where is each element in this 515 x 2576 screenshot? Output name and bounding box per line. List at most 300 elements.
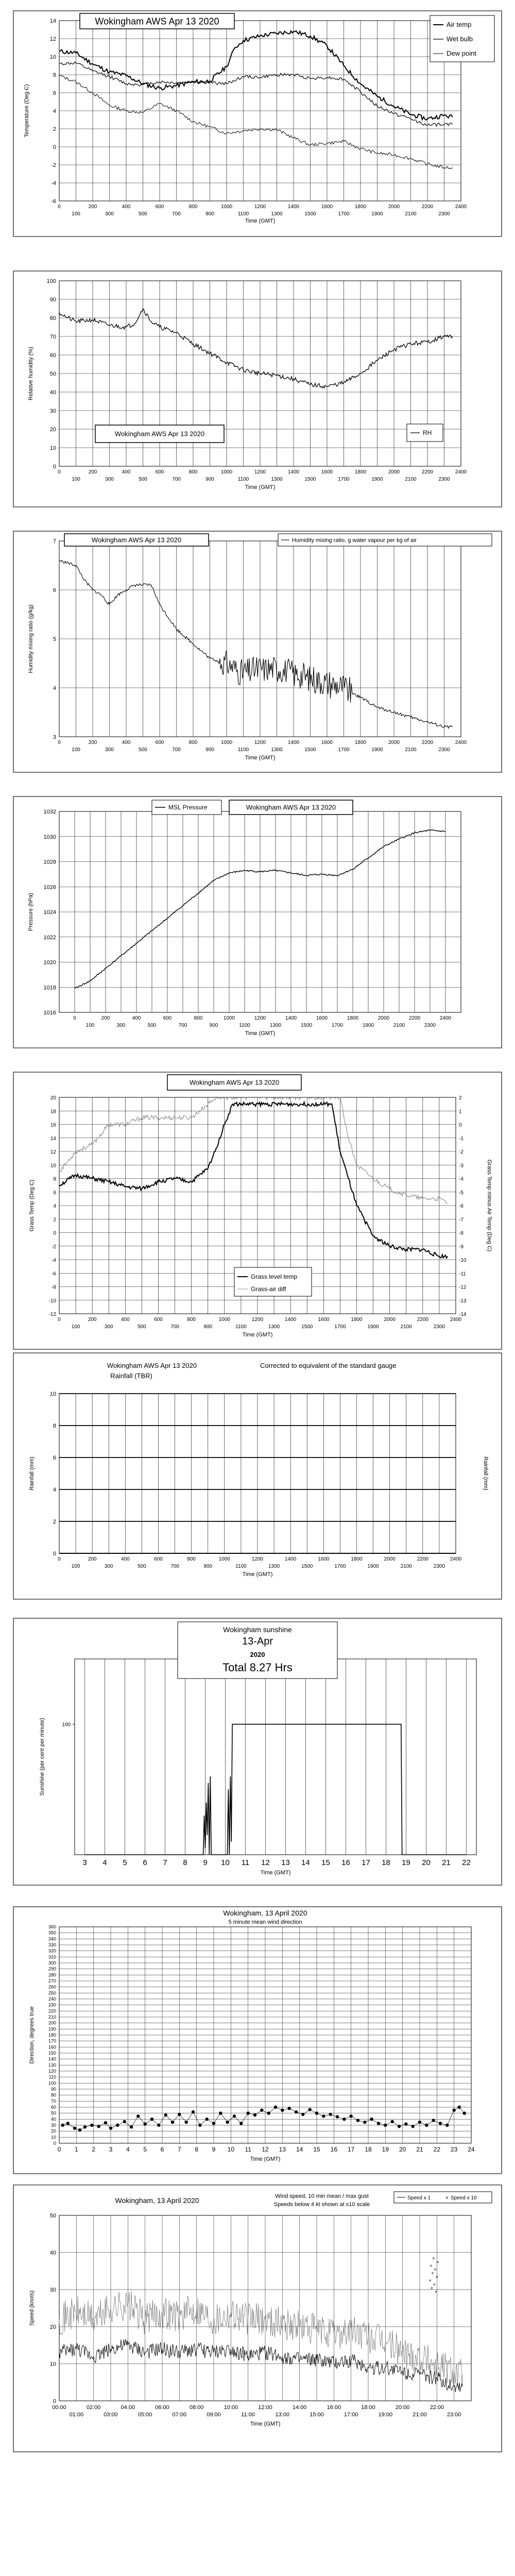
- y-tick-label: -4: [51, 180, 56, 187]
- x-tick-label: 5: [123, 1858, 127, 1867]
- y-tick-label: 30: [49, 408, 56, 414]
- y-tick-label: 16: [50, 1122, 56, 1128]
- x-tick-label: 1300: [268, 1564, 280, 1569]
- rainfall-chart-svg: [13, 1352, 502, 1600]
- x-tick-label: 1300: [271, 747, 283, 753]
- y-tick-label: 0: [53, 2141, 56, 2146]
- x-tick-label: 200: [88, 1317, 97, 1323]
- y-tick-label: 0: [53, 1551, 56, 1557]
- x-tick-label: 6: [160, 2146, 164, 2153]
- y-tick-label: 1028: [43, 859, 56, 866]
- x-tick-label: 400: [132, 1015, 141, 1021]
- windspeed-legend-label-2: Speed x 10: [451, 2195, 477, 2201]
- x-tick-label: 1000: [218, 1317, 230, 1323]
- y-tick-label: -2: [52, 1244, 56, 1250]
- wind-speed-x10-marker: ×: [430, 2285, 433, 2291]
- x-tick-label: 2100: [405, 477, 417, 482]
- y-tick-label: -6: [52, 1271, 56, 1277]
- x-tick-label: 300: [105, 211, 114, 217]
- temp-legend-label: Dew point: [447, 49, 476, 57]
- x-tick-label: 12:00: [258, 2404, 272, 2411]
- rain-y-axis-title: Rainfall (mm): [29, 1456, 35, 1490]
- sunshine-date: 13-Apr: [242, 1636, 273, 1647]
- y-tick-label: 10: [50, 1163, 56, 1169]
- grass-x-axis-title: Time (GMT): [242, 1332, 273, 1338]
- x-tick-label: 20: [399, 2146, 406, 2153]
- y-tick-label: 4: [53, 108, 56, 114]
- y-right-tick-label: -13: [459, 1298, 467, 1304]
- x-tick-label: 1600: [318, 1556, 330, 1562]
- x-tick-label: 700: [172, 477, 181, 482]
- x-tick-label: 700: [170, 1324, 179, 1330]
- x-tick-label: 800: [188, 740, 198, 745]
- x-tick-label: 500: [147, 1023, 157, 1028]
- x-tick-label: 17: [347, 2146, 355, 2153]
- y-tick-label: 1032: [43, 809, 56, 815]
- x-tick-label: 800: [188, 469, 198, 475]
- x-tick-label: 1800: [354, 204, 367, 210]
- x-tick-label: 1500: [300, 1023, 313, 1028]
- y-tick-label: 100: [62, 1722, 71, 1728]
- x-tick-label: 1300: [268, 1324, 280, 1330]
- y-tick-label: 7: [53, 538, 56, 545]
- x-tick-label: 7: [163, 1858, 167, 1867]
- y-tick-label: 10: [49, 2361, 56, 2367]
- x-tick-label: 10:00: [224, 2404, 238, 2411]
- y-tick-label: -8: [52, 1284, 56, 1291]
- y-right-tick-label: -3: [459, 1163, 464, 1169]
- y-tick-label: 130: [48, 2062, 56, 2068]
- x-tick-label: 2100: [400, 1564, 412, 1569]
- y-tick-label: 70: [49, 334, 56, 340]
- x-tick-label: 1500: [304, 747, 316, 753]
- y-tick-label: 1020: [43, 959, 56, 966]
- y-tick-label: 40: [49, 389, 56, 396]
- humidity-title: Wokingham AWS Apr 13 2020: [114, 430, 205, 438]
- y-tick-label: 80: [50, 2092, 56, 2098]
- x-tick-label: 22: [462, 1858, 471, 1867]
- x-tick-label: 07:00: [172, 2412, 187, 2418]
- y-tick-label: 140: [48, 2056, 56, 2062]
- y-tick-label: -12: [48, 1312, 56, 1317]
- sunshine-x-axis-title: Time (GMT): [260, 1870, 291, 1876]
- y-tick-label: 350: [48, 1930, 56, 1936]
- x-tick-label: 600: [163, 1015, 172, 1021]
- x-tick-label: 1200: [254, 1015, 266, 1021]
- x-tick-label: 900: [203, 1324, 213, 1330]
- y-tick-label: 0: [53, 464, 56, 470]
- x-tick-label: 2200: [421, 740, 434, 745]
- y-tick-label: 1024: [43, 909, 56, 916]
- x-tick-label: 1500: [304, 211, 316, 217]
- x-tick-label: 2000: [384, 1317, 396, 1323]
- humidity-chart: [13, 270, 502, 507]
- x-tick-label: 24: [468, 2146, 475, 2153]
- rh-legend-label: RH: [423, 429, 432, 436]
- x-tick-label: 400: [122, 204, 131, 210]
- x-tick-label: 11: [245, 2146, 251, 2153]
- x-tick-label: 100: [72, 477, 80, 482]
- x-tick-label: 1400: [287, 740, 300, 745]
- wind-speed-chart-svg: [13, 2184, 502, 2452]
- x-tick-label: 0: [58, 469, 61, 475]
- y-tick-label: 14: [49, 18, 56, 24]
- y-tick-label: 330: [48, 1942, 56, 1947]
- x-tick-label: 0: [58, 1556, 61, 1562]
- x-tick-label: 1400: [285, 1015, 297, 1021]
- x-tick-label: 1800: [351, 1317, 363, 1323]
- x-tick-label: 1400: [285, 1317, 297, 1323]
- x-tick-label: 1300: [271, 477, 283, 482]
- y-tick-label: 280: [48, 1972, 56, 1978]
- y-right-tick-label: -8: [459, 1230, 464, 1236]
- x-tick-label: 18:00: [361, 2404, 375, 2411]
- y-tick-label: 6: [53, 1455, 56, 1461]
- x-tick-label: 5: [143, 2146, 147, 2153]
- y-tick-label: -10: [48, 1298, 56, 1304]
- x-tick-label: 1200: [251, 1556, 264, 1562]
- x-tick-label: 06:00: [155, 2404, 169, 2411]
- y-tick-label: 8: [53, 1423, 56, 1429]
- temp-legend-label: Air temp: [447, 21, 472, 28]
- y-right-tick-label: -6: [459, 1204, 464, 1209]
- x-tick-label: 22: [433, 2146, 441, 2153]
- x-tick-label: 1000: [220, 469, 233, 475]
- y-tick-label: 210: [48, 2014, 56, 2020]
- y-tick-label: 220: [48, 2008, 56, 2014]
- y-tick-label: 4: [53, 1204, 56, 1209]
- winddir-subtitle: 5 minute mean wind direction: [228, 1919, 302, 1925]
- y-tick-label: 1018: [43, 985, 56, 991]
- y-tick-label: 50: [49, 2213, 56, 2219]
- pressure-title: Wokingham AWS Apr 13 2020: [246, 803, 336, 811]
- y-tick-label: 12: [50, 1149, 56, 1155]
- y-tick-label: 260: [48, 1984, 56, 1990]
- x-tick-label: 1600: [316, 1015, 328, 1021]
- x-tick-label: 100: [71, 1324, 80, 1330]
- y-right-tick-label: -7: [459, 1217, 464, 1223]
- x-tick-label: 800: [188, 204, 198, 210]
- x-tick-label: 600: [155, 740, 164, 745]
- x-tick-label: 1700: [334, 1564, 346, 1569]
- x-tick-label: 18: [365, 2146, 372, 2153]
- x-tick-label: 00:00: [52, 2404, 66, 2411]
- x-tick-label: 20:00: [395, 2404, 410, 2411]
- y-tick-label: 100: [48, 2080, 56, 2086]
- x-tick-label: 0: [58, 1317, 61, 1323]
- rain-x-axis-title: Time (GMT): [242, 1571, 273, 1578]
- windspeed-note: Wind speed, 10 min mean / max gust: [275, 2193, 369, 2199]
- humidity-chart-svg: [13, 270, 502, 507]
- y-tick-label: 2: [53, 1217, 56, 1223]
- x-tick-label: 1200: [251, 1317, 264, 1323]
- x-tick-label: 900: [205, 211, 214, 217]
- x-tick-label: 11:00: [241, 2412, 255, 2418]
- x-tick-label: 19: [382, 2146, 389, 2153]
- x-tick-label: 2100: [400, 1324, 412, 1330]
- x-tick-label: 300: [105, 747, 114, 753]
- winddir-x-axis-title: Time (GMT): [250, 2156, 281, 2162]
- x-tick-label: 900: [203, 1564, 213, 1569]
- x-tick-label: 400: [121, 1317, 130, 1323]
- y-tick-label: 10: [50, 2134, 56, 2140]
- y-tick-label: 6: [53, 587, 56, 594]
- x-tick-label: 15: [313, 2146, 320, 2153]
- y-tick-label: 150: [48, 2050, 56, 2056]
- y-tick-label: 0: [53, 2398, 56, 2404]
- x-tick-label: 0: [73, 1015, 76, 1021]
- x-tick-label: 8: [195, 2146, 199, 2153]
- y-tick-label: 100: [46, 278, 56, 284]
- x-tick-label: 2200: [421, 469, 434, 475]
- y-tick-label: -4: [52, 1258, 56, 1263]
- plot-area: [75, 1659, 476, 1855]
- y-tick-label: 6: [53, 1190, 56, 1196]
- y-tick-label: 1022: [43, 934, 56, 941]
- x-tick-label: 400: [122, 469, 131, 475]
- wind-speed-x10-marker: ×: [431, 2270, 434, 2276]
- y-tick-label: 120: [48, 2069, 56, 2074]
- x-tick-label: 13: [279, 2146, 286, 2153]
- x-tick-label: 22:00: [430, 2404, 444, 2411]
- y-right-tick-label: 2: [459, 1095, 462, 1101]
- y-tick-label: 20: [49, 2324, 56, 2330]
- x-tick-label: 2400: [450, 1317, 462, 1323]
- x-tick-label: 1500: [301, 1564, 313, 1569]
- y-tick-label: 70: [50, 2098, 56, 2104]
- y-tick-label: 160: [48, 2044, 56, 2050]
- x-tick-label: 700: [172, 211, 181, 217]
- x-tick-label: 1700: [338, 211, 350, 217]
- y-tick-label: 290: [48, 1966, 56, 1972]
- x-tick-label: 1400: [287, 204, 300, 210]
- y-tick-label: 60: [50, 2105, 56, 2110]
- x-tick-label: 200: [101, 1015, 110, 1021]
- x-tick-label: 2100: [405, 211, 417, 217]
- y-tick-label: 30: [49, 2287, 56, 2293]
- x-tick-label: 14:00: [292, 2404, 307, 2411]
- y-tick-label: 4: [53, 685, 56, 691]
- x-tick-label: 300: [104, 1564, 113, 1569]
- x-tick-label: 1600: [321, 740, 333, 745]
- y-tick-label: 2: [53, 126, 56, 132]
- x-tick-label: 1900: [371, 747, 383, 753]
- y-tick-label: 230: [48, 2002, 56, 2008]
- rainfall-title: Wokingham AWS Apr 13 2020: [107, 1362, 197, 1369]
- wind-speed-x10-marker: ×: [434, 2267, 437, 2272]
- y-tick-label: 250: [48, 1990, 56, 1996]
- wind-speed-x10-marker: ×: [433, 2281, 436, 2287]
- x-tick-label: 1700: [338, 477, 350, 482]
- x-tick-label: 600: [154, 1317, 163, 1323]
- x-tick-label: 1200: [254, 469, 266, 475]
- x-tick-label: 1000: [218, 1556, 230, 1562]
- x-tick-label: 700: [172, 747, 181, 753]
- rainfall-subtitle: Rainfall (TBR): [110, 1372, 152, 1380]
- temp-x-axis-title: Time (GMT): [245, 218, 276, 224]
- x-tick-label: 2100: [393, 1023, 405, 1028]
- x-tick-label: 500: [139, 211, 147, 217]
- winddir-title: Wokingham, 13 April 2020: [223, 1909, 307, 1917]
- y-right-tick-label: -1: [459, 1136, 464, 1142]
- x-tick-label: 2000: [377, 1015, 390, 1021]
- y-right-tick-label: -4: [459, 1176, 464, 1182]
- sunshine-title: Wokingham sunshine: [223, 1625, 292, 1634]
- y-right-tick-label: 1: [459, 1109, 462, 1115]
- x-tick-label: 100: [85, 1023, 95, 1028]
- pressure-chart-svg: [13, 796, 502, 1048]
- y-tick-label: 2: [53, 1519, 56, 1525]
- x-tick-label: 0: [58, 740, 61, 745]
- grass-temp-chart: [13, 1072, 502, 1350]
- y-tick-label: 0: [53, 1230, 56, 1236]
- x-tick-label: 16:00: [327, 2404, 341, 2411]
- x-tick-label: 2200: [417, 1317, 428, 1323]
- rainfall-chart: [13, 1352, 502, 1600]
- windspeed-title: Wokingham, 13 April 2020: [115, 2196, 199, 2205]
- x-tick-label: 800: [187, 1556, 196, 1562]
- x-tick-label: 2000: [388, 469, 400, 475]
- x-tick-label: 500: [138, 1564, 146, 1569]
- x-tick-label: 2300: [424, 1023, 436, 1028]
- y-tick-label: 50: [50, 2110, 56, 2116]
- x-tick-label: 1700: [331, 1023, 344, 1028]
- y-tick-label: 240: [48, 1996, 56, 2002]
- x-tick-label: 18: [382, 1858, 390, 1867]
- y-tick-label: 80: [49, 315, 56, 321]
- x-tick-label: 300: [105, 477, 114, 482]
- rh-y-axis-title: Relative humidity (%): [28, 347, 34, 400]
- winddir-y-axis-title: Direction, degrees true: [29, 2006, 35, 2064]
- y-tick-label: 20: [49, 427, 56, 433]
- x-tick-label: 100: [72, 211, 80, 217]
- x-tick-label: 1900: [367, 1324, 379, 1330]
- y-tick-label: 270: [48, 1978, 56, 1984]
- x-tick-label: 0: [57, 2146, 61, 2153]
- y-right-tick-label: -11: [459, 1271, 466, 1277]
- y-tick-label: 20: [50, 1095, 56, 1101]
- y-tick-label: 3: [53, 734, 56, 740]
- x-tick-label: 1100: [239, 1023, 250, 1028]
- x-tick-label: 12: [261, 1858, 270, 1867]
- y-tick-label: 20: [50, 2128, 56, 2134]
- x-tick-label: 2400: [450, 1556, 462, 1562]
- x-tick-label: 900: [205, 477, 214, 482]
- x-tick-label: 1700: [334, 1324, 346, 1330]
- grass-legend-label-2: Grass-air diff: [251, 1285, 286, 1293]
- x-tick-label: 2300: [433, 1564, 445, 1569]
- y-right-tick-label: -10: [459, 1258, 467, 1263]
- x-tick-label: 13:00: [275, 2412, 290, 2418]
- mixing-legend-label: Humidity mixing ratio, g water vapour per kg of air: [292, 537, 417, 544]
- x-tick-label: 2300: [438, 747, 450, 753]
- x-tick-label: 200: [88, 1556, 97, 1562]
- grass-title: Wokingham AWS Apr 13 2020: [189, 1078, 280, 1087]
- y-tick-label: 40: [49, 2250, 56, 2256]
- temperature-chart-svg: [13, 10, 502, 237]
- y-tick-label: 60: [49, 352, 56, 359]
- rainfall-note: Corrected to equivalent of the standard gauge: [260, 1362, 397, 1369]
- x-tick-label: 6: [143, 1858, 147, 1867]
- sunshine-y-axis-title: Sunshine (per cent per minute): [39, 1718, 45, 1796]
- x-tick-label: 2300: [433, 1324, 445, 1330]
- y-tick-label: 180: [48, 2032, 56, 2038]
- mixing-ratio-chart: [13, 531, 502, 773]
- grass-y-axis-title: Grass Temp (Deg C): [29, 1179, 35, 1232]
- x-tick-label: 1200: [254, 204, 266, 210]
- y-tick-label: 14: [50, 1136, 56, 1142]
- y-tick-label: 8: [53, 1176, 56, 1182]
- mixing-x-axis-title: Time (GMT): [245, 755, 276, 761]
- windspeed-legend-marker-2: ×: [445, 2195, 449, 2201]
- x-tick-label: 1500: [301, 1324, 313, 1330]
- x-tick-label: 21: [416, 2146, 423, 2153]
- y-tick-label: 5: [53, 636, 56, 642]
- x-tick-label: 900: [205, 747, 214, 753]
- y-tick-label: 40: [50, 2116, 56, 2122]
- x-tick-label: 1100: [237, 211, 249, 217]
- y-tick-label: 6: [53, 90, 56, 96]
- y-tick-label: 90: [49, 297, 56, 303]
- x-tick-label: 12: [262, 2146, 269, 2153]
- x-tick-label: 1000: [220, 740, 233, 745]
- x-tick-label: 2400: [455, 740, 467, 745]
- x-tick-label: 17: [362, 1858, 370, 1867]
- y-tick-label: 30: [50, 2123, 56, 2128]
- x-tick-label: 2400: [455, 469, 467, 475]
- x-tick-label: 17:00: [344, 2412, 358, 2418]
- x-tick-label: 400: [121, 1556, 130, 1562]
- x-tick-label: 1800: [347, 1015, 359, 1021]
- x-tick-label: 04:00: [121, 2404, 135, 2411]
- x-tick-label: 800: [187, 1317, 196, 1323]
- grass-temp-chart-svg: [13, 1072, 502, 1350]
- x-tick-label: 600: [155, 204, 164, 210]
- x-tick-label: 700: [170, 1564, 179, 1569]
- x-tick-label: 1000: [220, 204, 233, 210]
- x-tick-label: 400: [122, 740, 131, 745]
- x-tick-label: 01:00: [69, 2412, 84, 2418]
- x-tick-label: 1400: [287, 469, 300, 475]
- y-tick-label: 0: [53, 144, 56, 150]
- x-tick-label: 2000: [388, 204, 400, 210]
- x-tick-label: 13: [281, 1858, 290, 1867]
- x-tick-label: 2000: [384, 1556, 396, 1562]
- x-tick-label: 1800: [351, 1556, 363, 1562]
- x-tick-label: 1100: [237, 747, 249, 753]
- y-right-tick-label: -2: [459, 1149, 464, 1155]
- x-tick-label: 20: [422, 1858, 431, 1867]
- x-tick-label: 23:00: [447, 2412, 461, 2418]
- x-tick-label: 2300: [438, 211, 450, 217]
- y-right-tick-label: -5: [459, 1190, 464, 1196]
- x-tick-label: 2300: [438, 477, 450, 482]
- sunshine-chart-svg: [13, 1618, 502, 1886]
- sunshine-chart: [13, 1618, 502, 1886]
- y-tick-label: 4: [53, 1487, 56, 1493]
- x-tick-label: 4: [102, 1858, 107, 1867]
- x-tick-label: 1100: [235, 1324, 247, 1330]
- x-tick-label: 14: [296, 2146, 303, 2153]
- wind-speed-chart: [13, 2184, 502, 2452]
- x-tick-label: 300: [104, 1324, 113, 1330]
- x-tick-label: 2100: [405, 747, 417, 753]
- rain-y-right-axis-title: Rainfall (mm): [483, 1456, 489, 1490]
- y-tick-label: 10: [49, 445, 56, 451]
- mixing-y-axis-title: Humidity mixing ratio (g/kg): [28, 604, 34, 673]
- x-tick-label: 2400: [439, 1015, 452, 1021]
- windspeed-x-axis-title: Time (GMT): [250, 2421, 281, 2427]
